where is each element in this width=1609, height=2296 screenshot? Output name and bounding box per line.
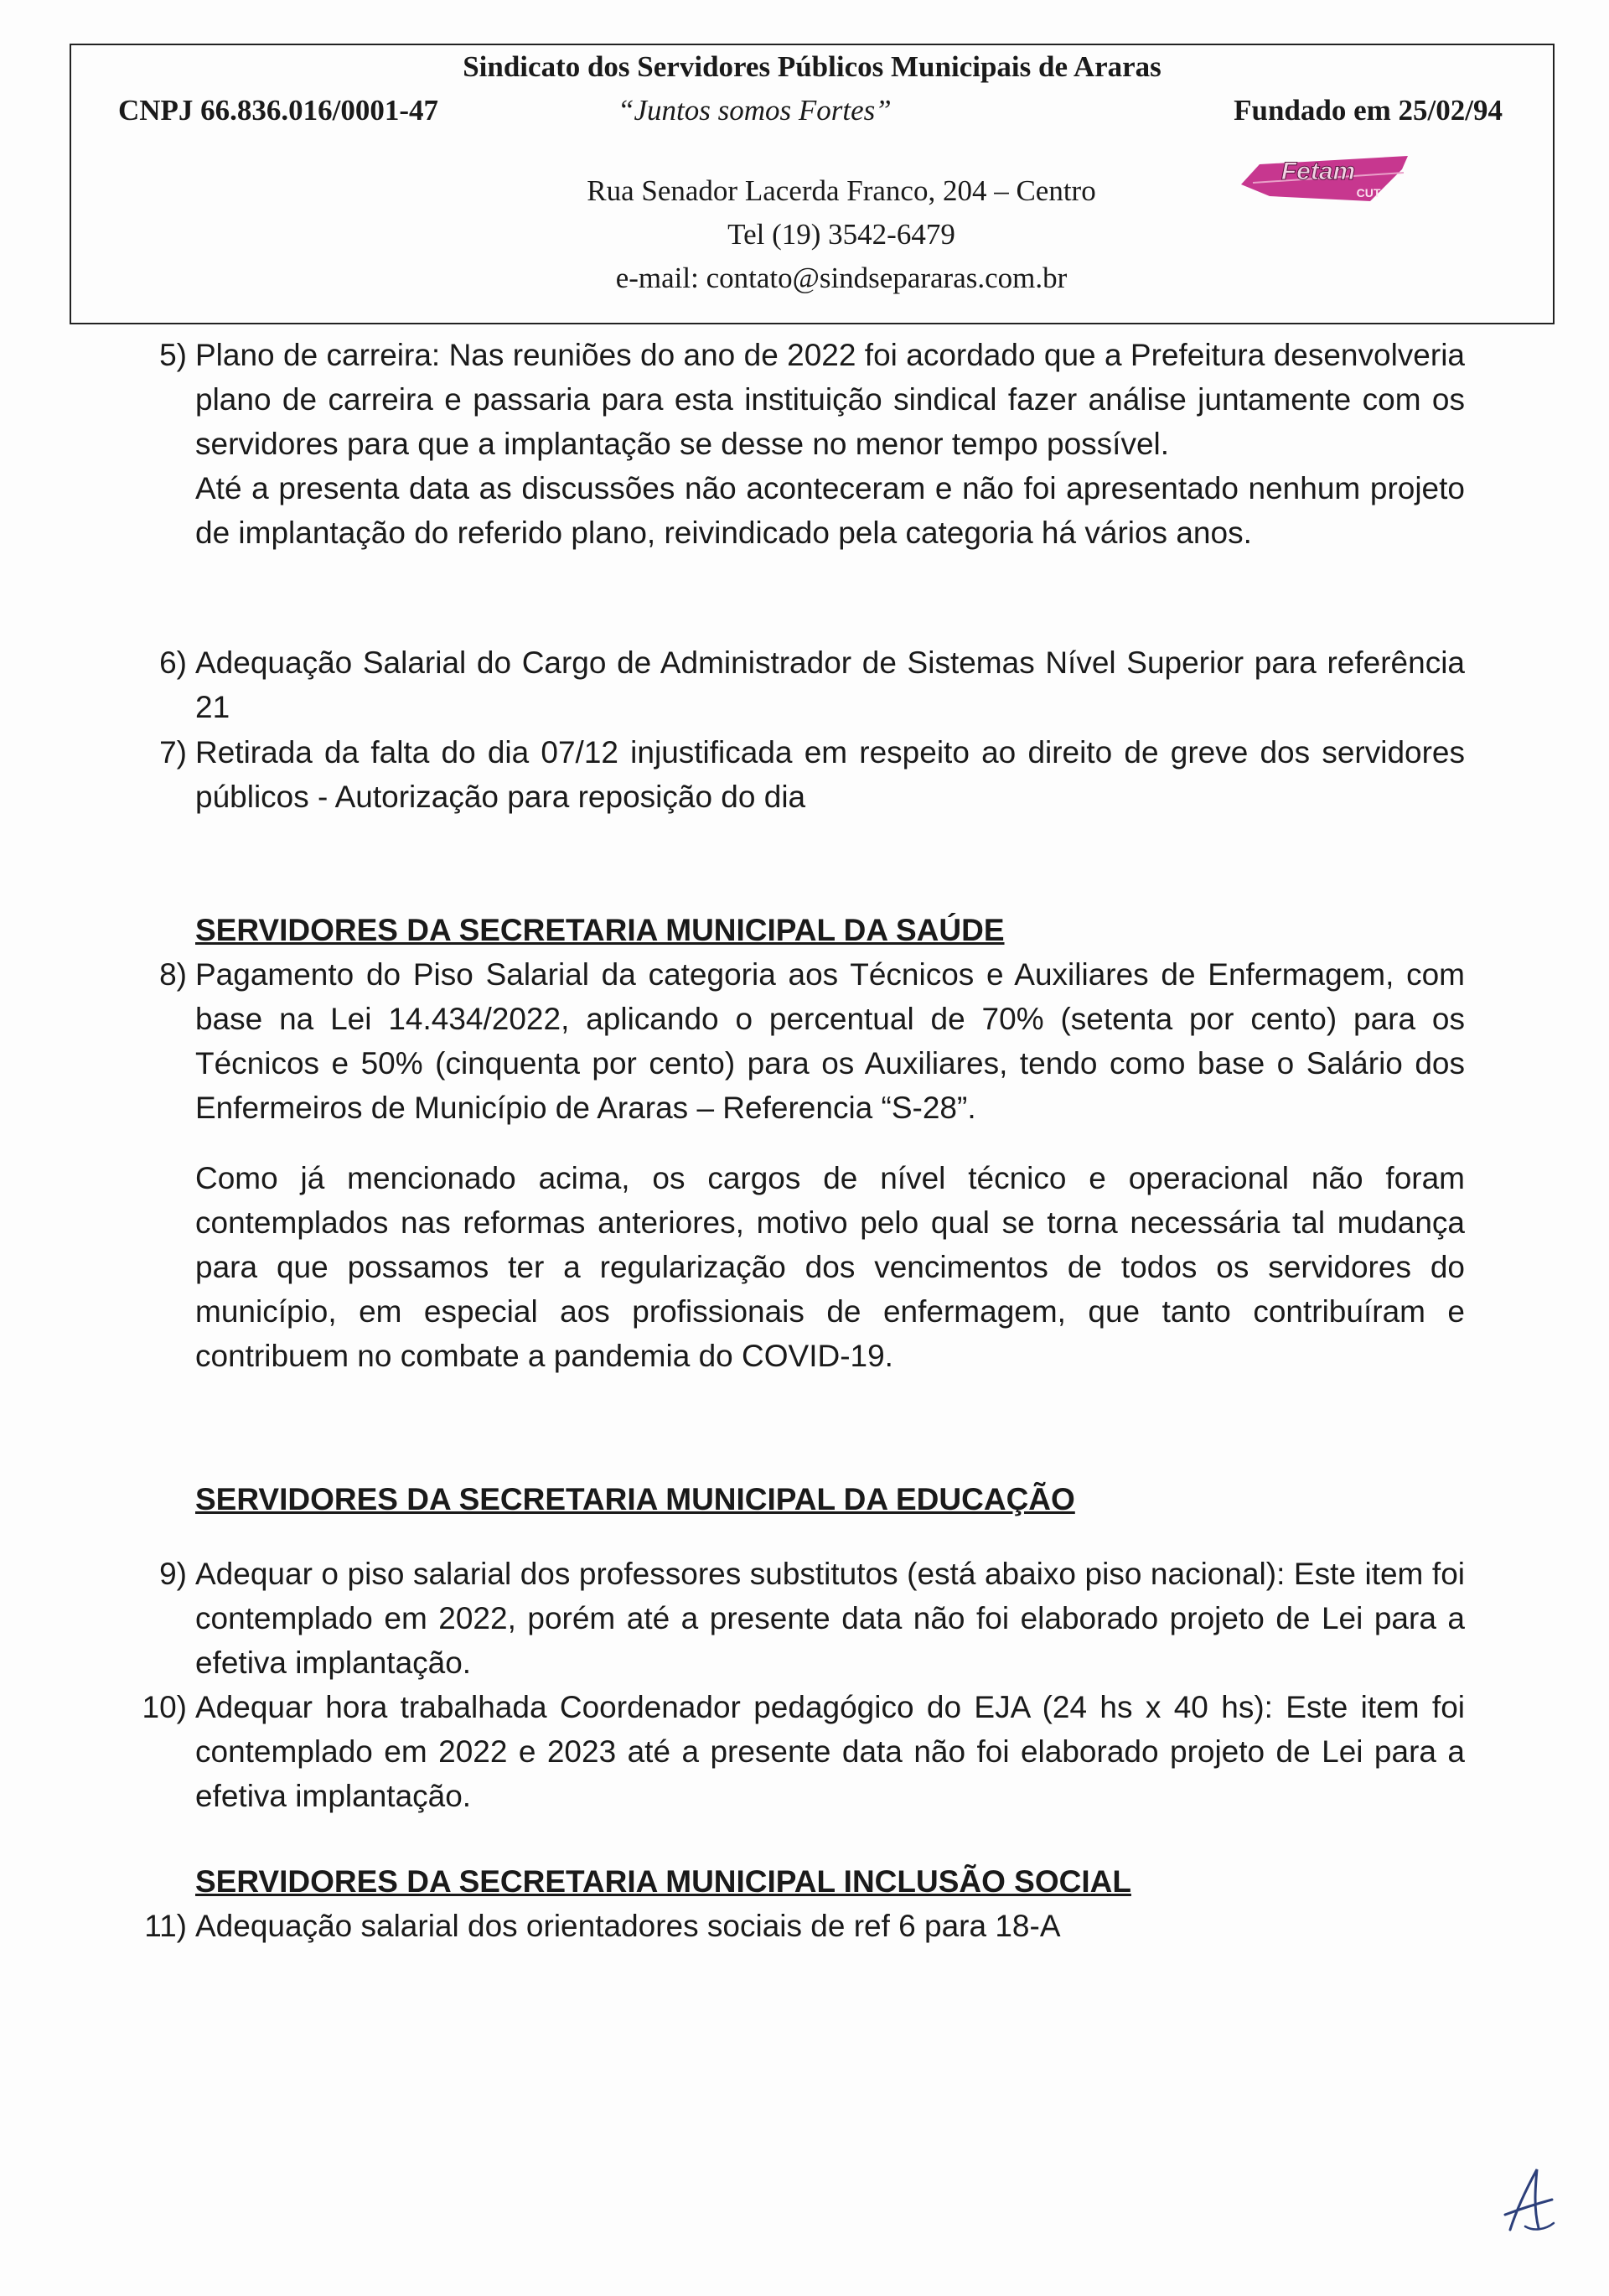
item-number: 9) [159, 1557, 187, 1591]
letterhead [70, 44, 1555, 324]
list-item-9 [141, 1552, 1465, 1685]
item-paragraph: Até a presenta data as discussões não aconteceram e não foi apresentado nenhum projeto de implantação do referido plano, reivindicado pela categoria há vários anos. [195, 471, 1465, 550]
list-item-10 [141, 1685, 1465, 1818]
motto: “Juntos somos Fortes” [618, 94, 892, 127]
list-item-7 [141, 730, 1465, 819]
logo-subtext: CUT [1356, 186, 1381, 200]
item-number: 6) [159, 645, 187, 680]
section-heading-inclusao: SERVIDORES DA SECRETARIA MUNICIPAL INCLUSÃO SOCIAL [195, 1864, 1131, 1899]
list-item-5 [141, 333, 1465, 555]
item-number: 7) [159, 735, 187, 770]
list-item-8 [141, 952, 1465, 1130]
item-text: Adequação salarial dos orientadores sociais de ref 6 para 18-A [195, 1909, 1061, 1943]
fetam-cut-logo [1236, 149, 1412, 211]
organization-name: Sindicato dos Servidores Públicos Municipais de Araras [463, 50, 1161, 83]
list-item-11 [141, 1904, 1465, 1948]
item-number: 8) [159, 957, 187, 992]
cnpj: CNPJ 66.836.016/0001-47 [118, 94, 439, 127]
item-paragraph: Plano de carreira: Nas reuniões do ano de 2022 foi acordado que a Prefeitura desenvolveria plano de carreira e passaria para esta instituição sindical fazer análise juntamente com os servidores para que a implantação se desse no menor tempo possível. [195, 338, 1465, 461]
item-text: Adequar hora trabalhada Coordenador pedagógico do EJA (24 hs x 40 hs): Este item foi contemplado em 2022 e 2023 até a presente data não foi elaborado projeto de Lei para a efetiva implantação. [195, 1690, 1465, 1813]
founded-date: Fundado em 25/02/94 [1234, 94, 1503, 127]
item-number: 10) [142, 1690, 187, 1724]
email-line: e-mail: contato@sindsepararas.com.br [615, 262, 1068, 294]
item-text: Pagamento do Piso Salarial da categoria aos Técnicos e Auxiliares de Enfermagem, com base na Lei 14.434/2022, aplicando o percentual de 70% (setenta por cento) para os Técnicos e 50% (cinquenta por cento) para os Auxiliares, tendo como base o Salário dos Enfermeiros de Município de Araras – Referencia “S-28”. [195, 957, 1465, 1125]
saude-note: Como já mencionado acima, os cargos de nível técnico e operacional não foram contemplados nas reformas anteriores, motivo pelo qual se torna necessária tal mudança para que possamos ter a regularização dos vencimentos de todos os servidores do município, em especial aos profissionais de enfermagem, que tanto contribuíram e contribuem no combate a pandemia do COVID-19. [195, 1161, 1465, 1373]
section-heading-educacao: SERVIDORES DA SECRETARIA MUNICIPAL DA EDUCAÇÃO [195, 1482, 1075, 1516]
list-item-6 [141, 640, 1465, 729]
item-number: 5) [159, 338, 187, 372]
item-text: Adequação Salarial do Cargo de Administrador de Sistemas Nível Superior para referência 21 [195, 645, 1465, 724]
item-number: 11) [144, 1909, 187, 1943]
item-text: Adequar o piso salarial dos professores substitutos (está abaixo piso nacional): Este item foi contemplado em 2022, porém até a presente data não foi elaborado projeto de Lei para a efetiva implantação. [195, 1557, 1465, 1680]
section-heading-saude: SERVIDORES DA SECRETARIA MUNICIPAL DA SAÚDE [195, 913, 1005, 947]
logo-text: Fetam [1280, 158, 1356, 185]
address-line: Rua Senador Lacerda Franco, 204 – Centro [587, 174, 1096, 207]
phone-line: Tel (19) 3542-6479 [727, 218, 955, 251]
handwritten-initials [1500, 2163, 1559, 2238]
item-text: Retirada da falta do dia 07/12 injustificada em respeito ao direito de greve dos servidores públicos - Autorização para reposição do dia [195, 735, 1465, 814]
